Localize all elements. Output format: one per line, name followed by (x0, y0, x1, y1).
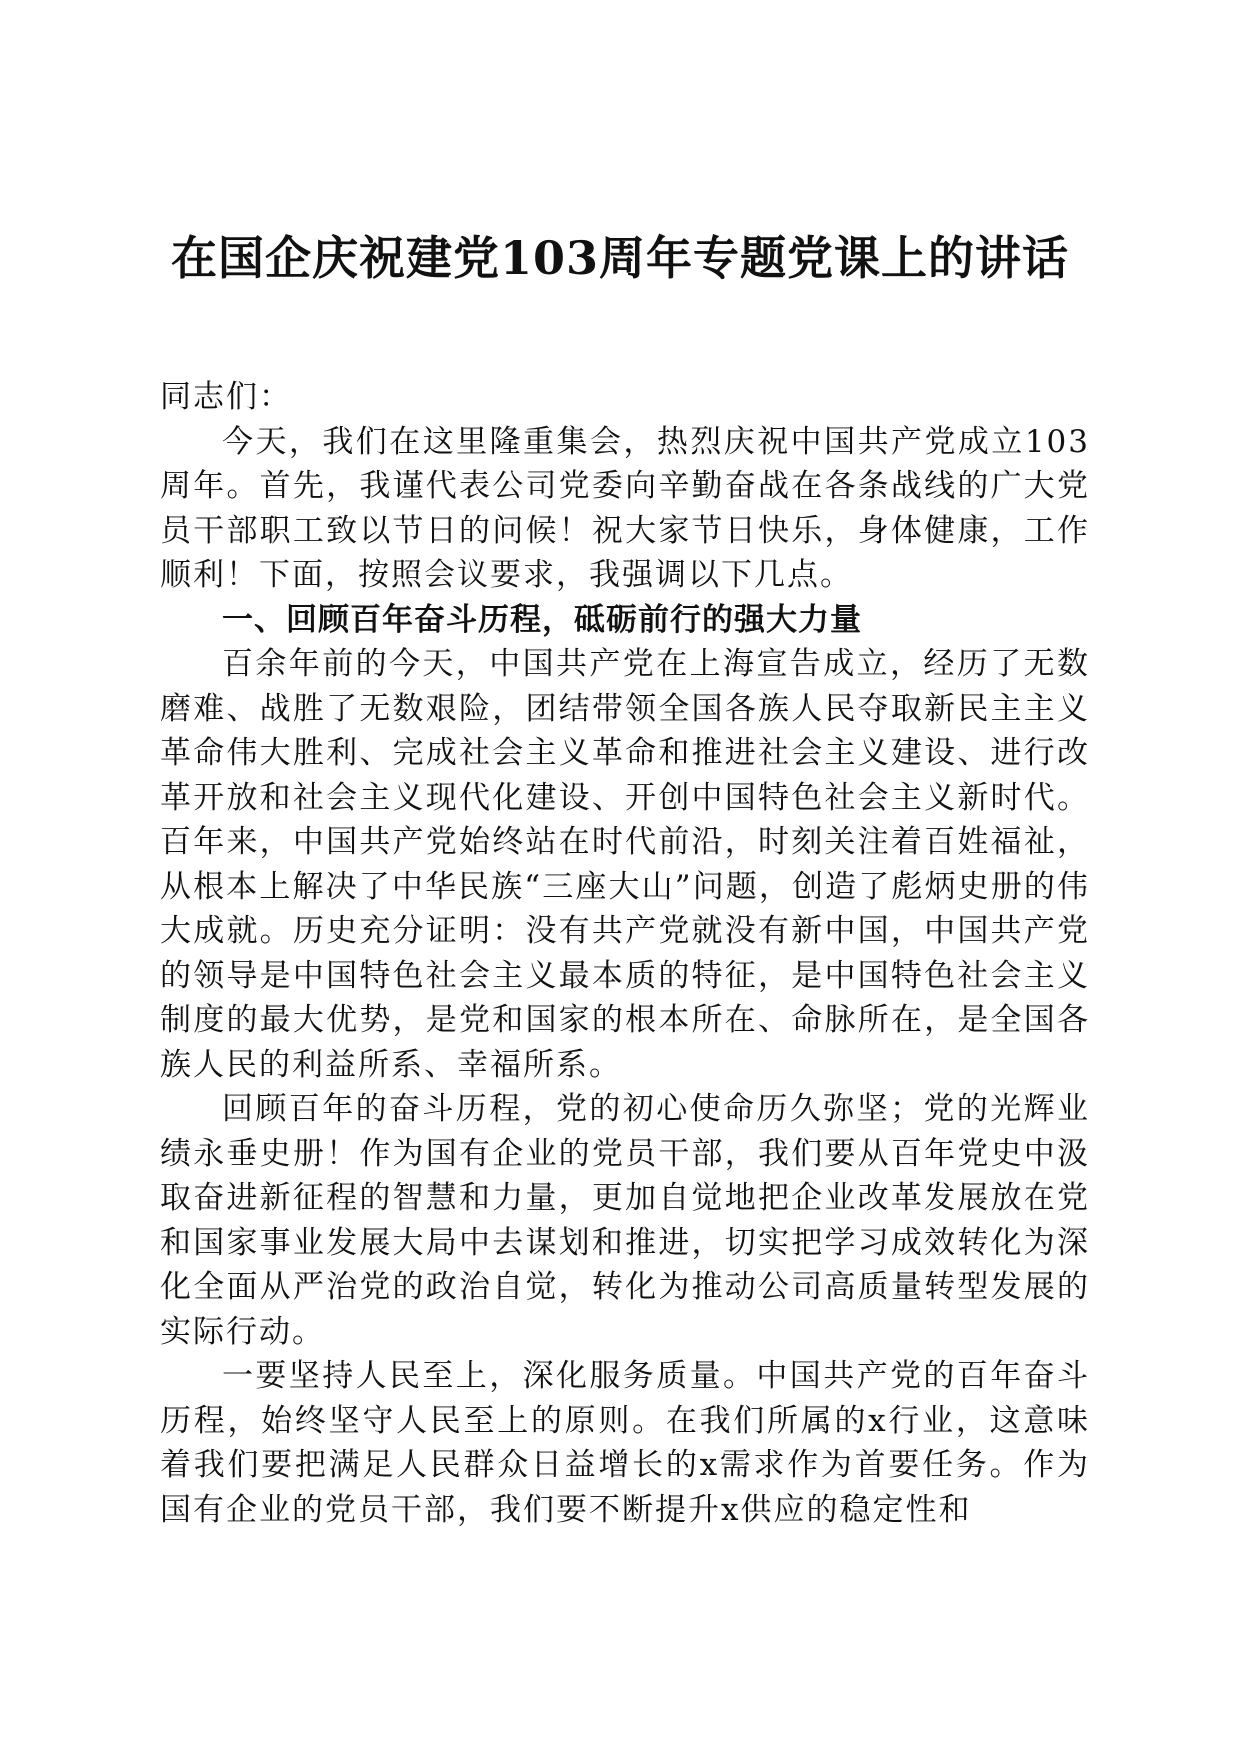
paragraph-opening: 今天，我们在这里隆重集会，热烈庆祝中国共产党成立103周年。首先，我谨代表公司党委向辛勤奋战在各条战线的广大党员干部职工致以节日的问候！祝大家节日快乐，身体健康，工作顺利！下面，按照会议要求，我强调以下几点。 (160, 423, 1090, 593)
document-title: 在国企庆祝建党103周年专题党课上的讲话 (170, 231, 1070, 285)
paragraph-people-first: 一要坚持人民至上，深化服务质量。中国共产党的百年奋斗历程，始终坚守人民至上的原则。在我们所属的x行业，这意味着我们要把满足人民群众日益增长的x需求作为首要任务。作为国有企业的党员干部，我们要不断提升x供应的稳定性和 (160, 1358, 1090, 1528)
paragraph-review: 回顾百年的奋斗历程，党的初心使命历久弥坚；党的光辉业绩永垂史册！作为国有企业的党员干部，我们要从百年党史中汲取奋进新征程的智慧和力量，更加自觉地把企业改革发展放在党和国家事业发展大局中去谋划和推进，切实把学习成效转化为深化全面从严治党的政治自觉，转化为推动公司高质量转型发展的实际行动。 (160, 1091, 1090, 1350)
paragraph-history: 百余年前的今天，中国共产党在上海宣告成立，经历了无数磨难、战胜了无数艰险，团结带领全国各族人民夺取新民主主义革命伟大胜利、完成社会主义革命和推进社会主义建设、进行改革开放和社会主义现代化建设、开创中国特色社会主义新时代。百年来，中国共产党始终站在时代前沿，时刻关注着百姓福祉，从根本上解决了中华民族“三座大山”问题，创造了彪炳史册的伟大成就。历史充分证明：没有共产党就没有新中国，中国共产党的领导是中国特色社会主义最本质的特征，是中国特色社会主义制度的最大优势，是党和国家的根本所在、命脉所在，是全国各族人民的利益所系、幸福所系。 (160, 646, 1090, 1083)
document-body (160, 375, 1090, 1532)
greeting: 同志们： (160, 379, 292, 415)
section-heading-1: 一、回顾百年奋斗历程，砥砺前行的强大力量 (222, 601, 862, 638)
